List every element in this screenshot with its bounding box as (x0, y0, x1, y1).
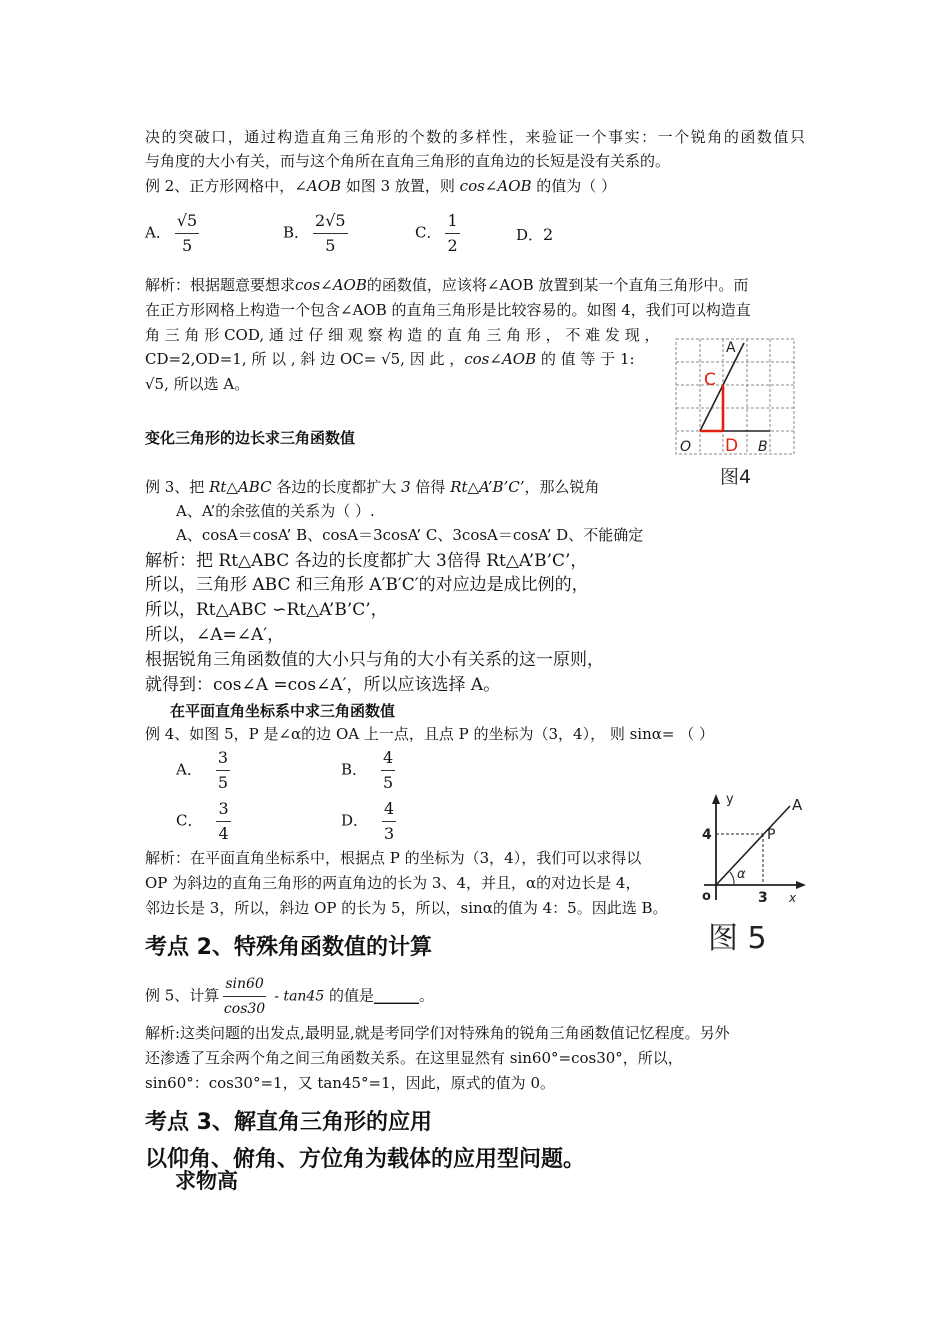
ex3-rt2: Rt△A’B’C’ (450, 478, 525, 496)
ex5-suffix: 的值是 (324, 986, 375, 1005)
ex3-line-2: A、A’的余弦值的关系为（ ）. (176, 502, 375, 520)
ex3-solution-2: 所以，三角形 ABC 和三角形 A′B′C′的对应边是成比例的， (145, 575, 589, 595)
option-label: C． (415, 223, 442, 242)
ex3-l1a: 例 3、把 (145, 478, 210, 496)
ex3-three: 3 (401, 478, 411, 496)
ex2-solution-3: 角 三 角 形 COD, 通 过 仔 细 观 察 构 造 的 直 角 三 角 形 ， 不 难 发 现 ， (145, 326, 660, 344)
ex2-option-b (283, 211, 352, 256)
ex5-blank: ______ (374, 986, 420, 1005)
ex2-prompt-b: 如图 3 放置，则 (341, 177, 460, 195)
angle-arc (730, 872, 734, 885)
option-label: A． (176, 760, 202, 779)
fraction-numerator: √5 (175, 211, 199, 234)
point-3-heading: 考点 3、解直角三角形的应用 (145, 1110, 432, 1135)
label-a: A (726, 340, 736, 356)
label-d: D (725, 436, 739, 456)
option-value: 2 (543, 225, 554, 244)
ex5-line (145, 974, 434, 1019)
fraction-denominator: 5 (217, 773, 229, 792)
ex5-tan: - tan45 (269, 988, 325, 1005)
figure-4-caption: 图4 (720, 466, 752, 488)
ex3-line-1 (145, 475, 600, 499)
label-three: 3 (758, 890, 768, 906)
ex5-end: 。 (419, 986, 435, 1005)
ex2-solution-4 (145, 347, 635, 371)
label-alpha: α (737, 867, 746, 882)
option-label: D． (341, 811, 369, 830)
ex2-sol-4a: CD=2,OD=1, 所 以 , 斜 边 OC= √5, 因 此 ， (145, 350, 465, 368)
x-axis-arrow (796, 881, 806, 889)
fraction-numerator: 4 (382, 799, 396, 822)
ex2-prompt-c: 的值为（ ） (531, 177, 617, 195)
fraction-denominator: 4 (218, 824, 229, 843)
section-change-heading: 变化三角形的边长求三角函数值 (145, 429, 356, 447)
label-c: C (704, 370, 716, 390)
label-y: y (726, 792, 734, 807)
fraction (313, 211, 348, 256)
option-label: C． (176, 811, 203, 830)
label-o: O (680, 439, 692, 455)
ex2-angle: ∠AOB (294, 177, 342, 195)
ray-oa (716, 806, 790, 885)
ex3-solution-1: 解析：把 Rt△ABC 各边的长度都扩大 3倍得 Rt△A’B’C’， (145, 551, 588, 571)
label-a: A (792, 796, 803, 814)
fraction (216, 799, 230, 844)
fraction (381, 748, 395, 793)
ex2-sol-4b: 的 值 等 于 1: (536, 350, 635, 368)
section-coord-heading: 在平面直角坐标系中求三角函数值 (170, 702, 396, 720)
figure-4 (670, 335, 800, 490)
ex4-solution-1: 解析：在平面直角坐标系中，根据点 P 的坐标为（3，4），我们可以求得以 (145, 849, 642, 867)
ex3-l1d: ，那么锐角 (524, 478, 600, 496)
fraction-numerator: sin60 (223, 974, 266, 997)
option-label: D． (516, 226, 544, 244)
ex3-solution-5: 根据锐角三角函数值的大小只与角的大小有关系的这一原则， (145, 650, 604, 670)
y-axis-arrow (712, 794, 720, 804)
ex2-sol-1b: 的函数值，应该将∠AOB 放置到某一个直角三角形中。而 (366, 276, 749, 294)
ex5-solution-3: sin60°：cos30°=1，又 tan45°=1，因此，原式的值为 0。 (145, 1074, 555, 1092)
ex2-option-c (415, 211, 464, 256)
intro-line-1: 决的突破口，通过构造直角三角形的个数的多样性，来验证一个事实：一个锐角的函数值只 (145, 128, 805, 146)
ex4-line-1: 例 4、如图 5，P 是∠α的边 OA 上一点，且点 P 的坐标为（3，4）， 则 sinα= （ ） (145, 725, 714, 743)
ex4-option-b (341, 748, 399, 793)
label-p: P (767, 827, 776, 843)
label-o: o (702, 889, 711, 904)
ex3-solution-6: 就得到：cos∠A =cos∠A′，所以应该选择 A。 (145, 675, 501, 695)
option-label: A． (145, 223, 171, 242)
ex3-line-3: A、cosA＝cosA’ B、cosA＝3cosA’ C、3cosA＝cosA’ D、不能确定 (176, 526, 644, 544)
ex2-sol-4-cos: cos∠AOB (464, 350, 537, 368)
intro-line-2: 与角度的大小有关，而与这个角所在直角三角形的直角边的长短是没有关系的。 (145, 152, 671, 170)
ex4-solution-2: OP 为斜边的直角三角形的两直角边的长为 3、4，并且，α的对边长是 4， (145, 874, 641, 892)
ex4-solution-3: 邻边长是 3，所以，斜边 OP 的长为 5，所以，sinα的值为 4：5。因此选 B。 (145, 899, 668, 917)
ex4-option-d (341, 799, 400, 844)
label-x: x (789, 891, 797, 905)
ex2-sol-1a: 解析：根据题意要想求 (145, 276, 296, 294)
ex2-cos-angle: cos∠AOB (459, 177, 532, 195)
ex3-solution-4: 所以，∠A=∠A′， (145, 625, 285, 645)
fraction-denominator: 5 (325, 236, 336, 255)
option-label: B． (341, 760, 368, 779)
ex2-sol-cos: cos∠AOB (295, 276, 367, 294)
option-label: B． (283, 223, 310, 242)
ex3-rt: Rt△ABC (209, 478, 272, 496)
fraction-denominator: 5 (181, 236, 193, 255)
figure-5-caption: 图 5 (708, 921, 767, 956)
ex2-solution-5: √5, 所以选 A。 (145, 375, 250, 393)
fraction-numerator: 1 (445, 211, 459, 234)
fraction-denominator: 3 (384, 824, 395, 843)
label-four: 4 (702, 827, 712, 843)
ex2-solution-2: 在正方形网格上构造一个包含∠AOB 的直角三角形是比较容易的。如图 4，我们可以构造直 (145, 301, 751, 319)
point-3-subheading: 以仰角、俯角、方位角为载体的应用型问题。 (145, 1147, 586, 1172)
ex2-option-a (145, 211, 203, 256)
fraction (216, 748, 230, 793)
figure-5 (690, 788, 815, 958)
fraction-numerator: 3 (216, 748, 230, 771)
ex5-solution-1: 解析:这类问题的出发点,最明显,就是考同学们对特殊角的锐角三角函数值记忆程度。另外 (145, 1024, 730, 1042)
label-b: B (758, 439, 768, 455)
fraction-denominator: 2 (447, 236, 458, 255)
ex4-option-a (176, 748, 234, 793)
ex2-solution-1 (145, 273, 748, 297)
ex4-option-c (176, 799, 235, 844)
fraction-denominator: cos30 (223, 1001, 266, 1017)
ex3-l1b: 各边的长度都扩大 (271, 478, 402, 496)
fraction (175, 211, 199, 256)
fraction-numerator: 2√5 (313, 211, 348, 234)
fraction-numerator: 4 (381, 748, 395, 771)
fraction (382, 799, 396, 844)
point-3-subheading-2: 求物高 (175, 1169, 238, 1193)
ex2-option-d (516, 224, 553, 245)
ex5-solution-2: 还渗透了互余两个角之间三角函数关系。在这里显然有 sin60°=cos30°，所以， (145, 1049, 683, 1067)
ex5-fraction (223, 974, 266, 1019)
fraction-denominator: 5 (383, 773, 394, 792)
ex3-l1c: 倍得 (410, 478, 451, 496)
point-2-heading: 考点 2、特殊角函数值的计算 (145, 935, 432, 960)
ex2-prompt-a: 例 2、正方形网格中， (145, 177, 295, 195)
fraction-numerator: 3 (216, 799, 230, 822)
ex5-prefix: 例 5、计算 (145, 986, 220, 1005)
ex3-solution-3: 所以，Rt△ABC ∽Rt△A’B’C’， (145, 600, 388, 620)
ex2-prompt (145, 174, 616, 198)
fraction (445, 211, 459, 256)
